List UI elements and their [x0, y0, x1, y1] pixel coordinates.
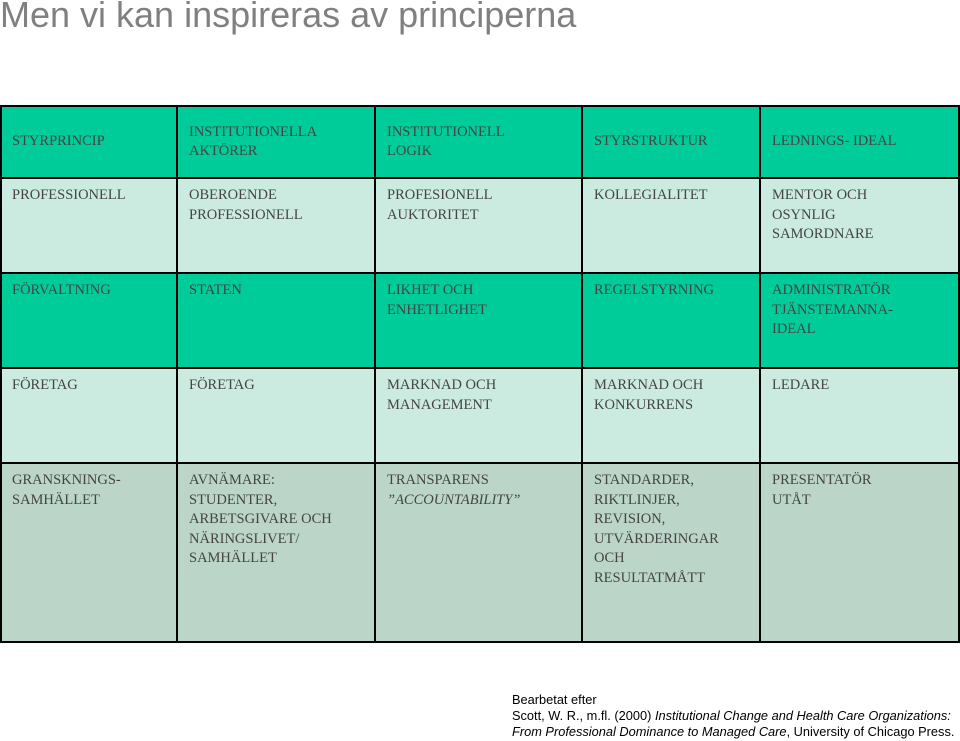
cell-text — [12, 281, 167, 301]
cell-r3-logik — [375, 368, 582, 463]
cell-line: TJÄNSTEMANNA- — [772, 301, 893, 318]
cell-line: SAMORDNARE — [772, 226, 874, 242]
cell-line: ADMINISTRATÖR — [772, 282, 891, 298]
cell-line: INSTITUTIONELL — [387, 123, 505, 140]
cell-line: RESULTATMÅTT — [594, 569, 706, 586]
cell-r3-ledningsideal — [760, 368, 960, 463]
cell-line: LEDNINGS- IDEAL — [772, 133, 897, 150]
cell-text — [189, 186, 365, 225]
header-aktorer — [177, 106, 375, 178]
cell-line: GRANSKNINGS- — [12, 472, 121, 488]
cell-line: SAMHÄLLET — [189, 550, 277, 566]
cell-line: ENHETLIGHET — [387, 301, 487, 318]
cell-text — [387, 186, 572, 225]
cell-text — [387, 471, 572, 510]
cell-line: REVISION, — [594, 511, 666, 527]
cell-text — [772, 281, 950, 340]
cell-text — [772, 471, 950, 510]
cell-r1-ledningsideal — [760, 178, 960, 273]
cell-line: MANAGEMENT — [387, 396, 492, 413]
cell-r4-aktorer — [177, 463, 375, 642]
cell-r2-styrstruktur — [582, 273, 760, 368]
cell-text — [12, 376, 167, 396]
cell-line: STATEN — [189, 282, 242, 298]
cell-line: LEDARE — [772, 377, 830, 393]
cell-text — [594, 376, 750, 415]
cell-r3-styrstruktur — [582, 368, 760, 463]
cell-line: REGELSTYRNING — [594, 282, 715, 298]
cell-line: PROFESIONELL — [387, 187, 493, 203]
cell-line: FÖRETAG — [189, 377, 255, 393]
cell-text — [189, 376, 365, 396]
cell-text — [387, 123, 505, 162]
cell-text — [772, 376, 950, 396]
source-intro: Bearbetat efter — [512, 692, 597, 707]
source-publisher: , University of Chicago Press. — [786, 724, 955, 739]
cell-line: KONKURRENS — [594, 396, 694, 413]
cell-line: PRESENTATÖR — [772, 472, 872, 488]
header-logik — [375, 106, 582, 178]
cell-r1-logik — [375, 178, 582, 273]
cell-line: PROFESSIONELL — [12, 187, 126, 203]
cell-r2-ledningsideal — [760, 273, 960, 368]
header-styrstruktur — [582, 106, 760, 178]
cell-text — [772, 132, 896, 152]
cell-line: OCH — [594, 550, 625, 566]
cell-line: MARKNAD OCH — [594, 377, 704, 393]
cell-line: FÖRVALTNING — [12, 282, 111, 298]
governance-table — [0, 106, 960, 642]
cell-r3-aktorer — [177, 368, 375, 463]
cell-line: TRANSPARENS — [387, 472, 489, 488]
cell-line: AKTÖRER — [189, 143, 258, 159]
cell-line: MENTOR OCH — [772, 187, 868, 203]
cell-text — [594, 281, 750, 301]
cell-r1-aktorer — [177, 178, 375, 273]
cell-text — [189, 123, 317, 162]
cell-r3-styrprincip — [0, 368, 177, 463]
cell-line: LIKHET OCH — [387, 282, 474, 298]
cell-line: ”ACCOUNTABILITY” — [387, 491, 521, 508]
cell-line: ARBETSGIVARE OCH — [189, 511, 332, 527]
cell-r2-styrprincip — [0, 273, 177, 368]
cell-text — [772, 186, 950, 245]
cell-r4-logik — [375, 463, 582, 642]
cell-r2-logik — [375, 273, 582, 368]
cell-text — [12, 186, 167, 206]
source-citation — [512, 692, 954, 740]
cell-line: AVNÄMARE: — [189, 472, 275, 488]
header-styrprincip — [0, 106, 177, 178]
cell-line: UTÅT — [772, 491, 811, 508]
cell-line: STUDENTER, — [189, 491, 278, 508]
header-ledningsideal — [760, 106, 960, 178]
cell-r4-styrprincip — [0, 463, 177, 642]
cell-text — [189, 281, 365, 301]
cell-line: IDEAL — [772, 321, 816, 337]
cell-line: STANDARDER, — [594, 472, 694, 488]
cell-line: NÄRINGSLIVET/ — [189, 530, 300, 547]
source-title-part2: From Professional Dominance to Managed Care — [512, 724, 787, 739]
cell-text — [12, 471, 167, 510]
cell-text — [12, 132, 105, 152]
cell-line: OSYNLIG — [772, 206, 836, 223]
cell-r1-styrprincip — [0, 178, 177, 273]
cell-line: LOGIK — [387, 143, 433, 159]
cell-line: STYRPRINCIP — [12, 133, 105, 150]
cell-line: SAMHÄLLET — [12, 491, 100, 508]
source-title-part1: Institutional Change and Health Care Organizations: — [654, 708, 951, 723]
cell-line: STYRSTRUKTUR — [594, 133, 708, 150]
cell-text — [594, 132, 708, 152]
cell-line: KOLLEGIALITET — [594, 187, 708, 203]
cell-line: FÖRETAG — [12, 377, 78, 393]
cell-r2-aktorer — [177, 273, 375, 368]
cell-line: RIKTLINJER, — [594, 491, 680, 508]
cell-text — [387, 281, 572, 320]
cell-r4-styrstruktur — [582, 463, 760, 642]
page-title: Men vi kan inspireras av principerna — [0, 0, 577, 35]
cell-line: INSTITUTIONELLA — [189, 123, 318, 140]
cell-text — [387, 376, 572, 415]
cell-line: AUKTORITET — [387, 206, 479, 223]
cell-text — [189, 471, 365, 569]
cell-line: OBEROENDE — [189, 187, 277, 203]
cell-r4-ledningsideal — [760, 463, 960, 642]
cell-text — [594, 471, 750, 588]
cell-line: MARKNAD OCH — [387, 377, 497, 393]
source-authors: Scott, W. R., m.fl. (2000) — [512, 708, 655, 723]
cell-text — [594, 186, 750, 206]
cell-line: UTVÄRDERINGAR — [594, 530, 719, 547]
cell-line: PROFESSIONELL — [189, 206, 303, 223]
cell-r1-styrstruktur — [582, 178, 760, 273]
